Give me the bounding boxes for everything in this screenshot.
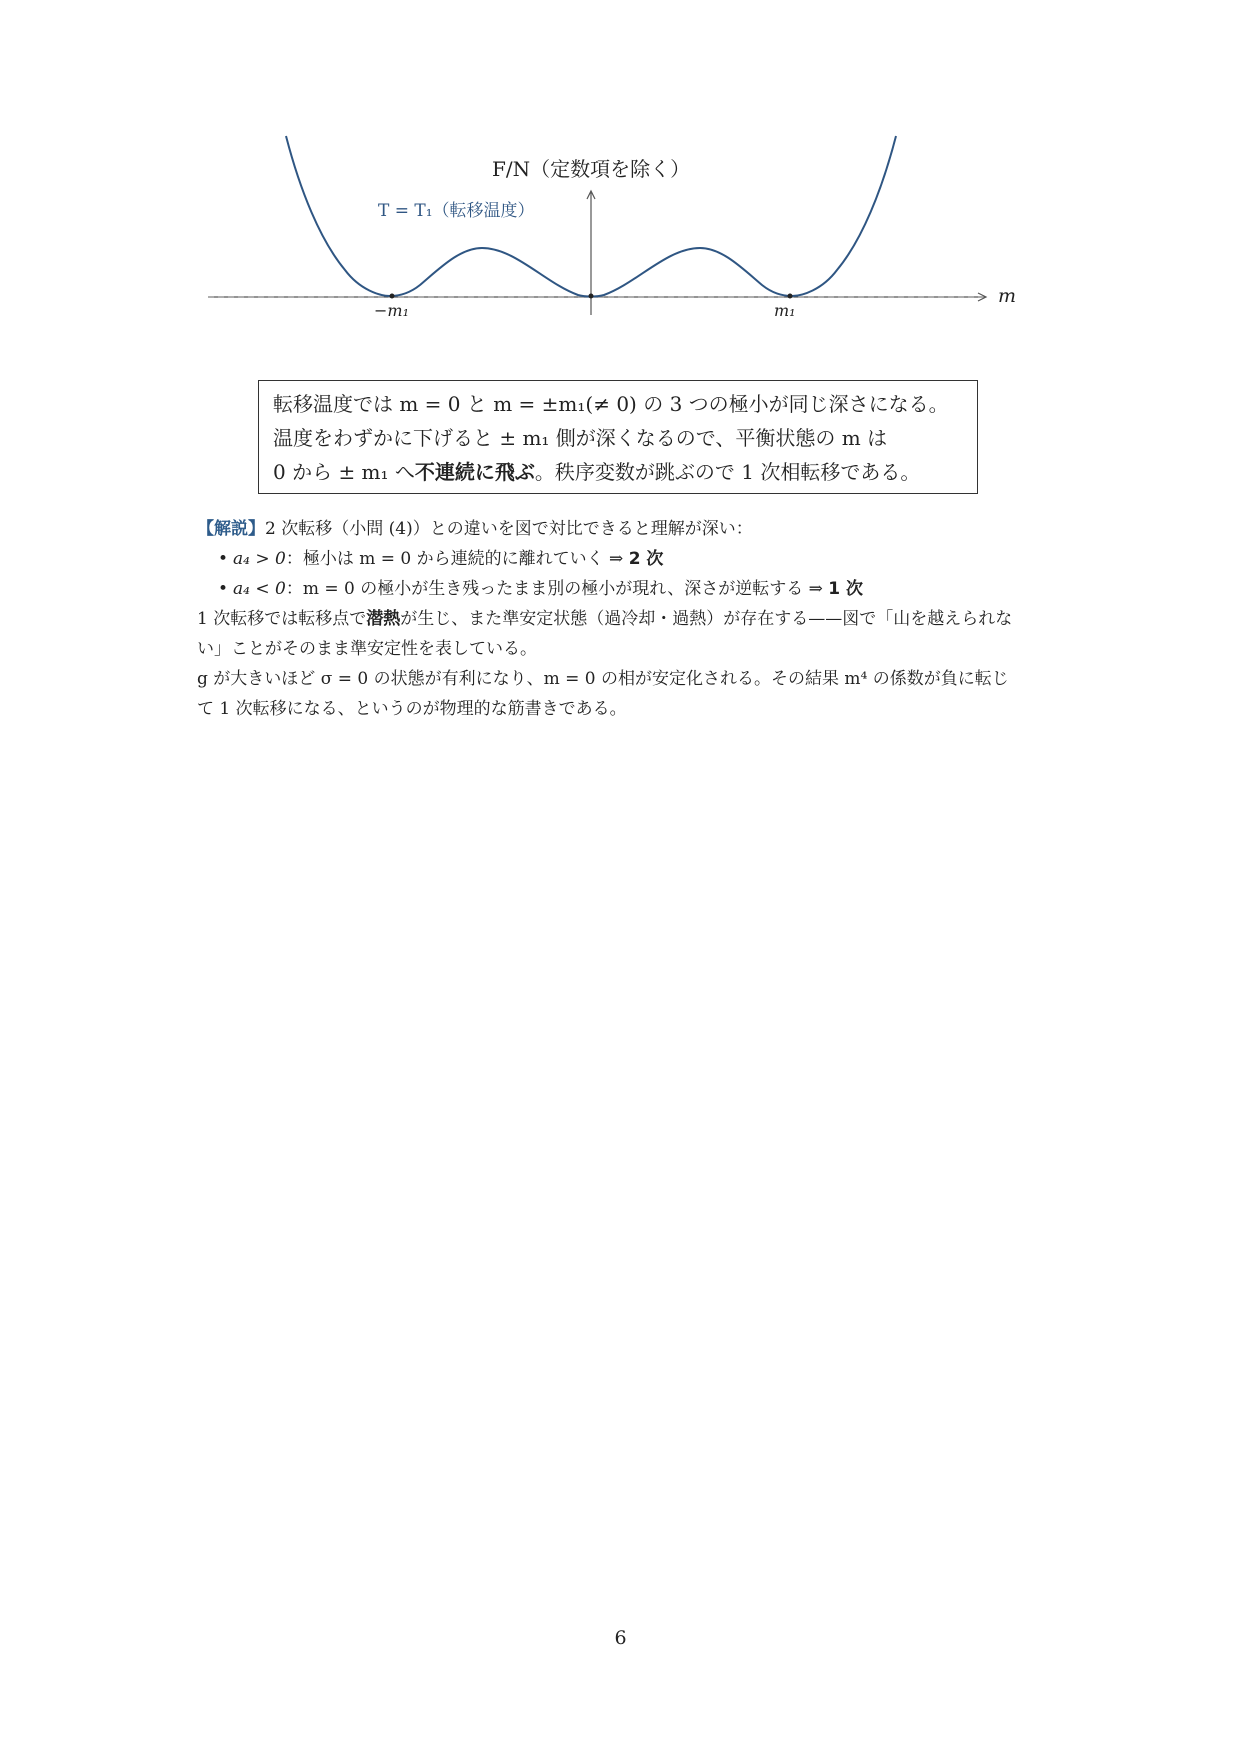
curve-label: T = T₁（転移温度） <box>378 201 535 221</box>
bullet-1-bold: 2 次 <box>628 549 664 569</box>
commentary <box>197 514 1077 724</box>
bullet-2-text: ：m = 0 の極小が生き残ったまま別の極小が現れ、深さが逆転する ⇒ <box>285 579 829 599</box>
summary-box <box>258 380 978 494</box>
tick-label-m1: m₁ <box>774 301 796 320</box>
minimum-left-dot <box>390 294 395 299</box>
minimum-center-dot <box>589 294 594 299</box>
para-1-b: が生じ、また準安定状態（過冷却・過熱）が存在する——図で「山を越えられな <box>400 609 1013 629</box>
page-number: 6 <box>614 1627 627 1649</box>
summary-line-3-post: 。秩序変数が跳ぶので 1 次相転移である。 <box>534 460 921 484</box>
summary-line-2: 温度をわずかに下げると ± m₁ 側が深くなるので、平衡状態の m は <box>273 426 888 450</box>
m-axis-label: m <box>998 285 1017 307</box>
bullet-item-2: • a₄ < 0：m = 0 の極小が生き残ったまま別の極小が現れ、深さが逆転する ⇒ 1 次 <box>218 579 864 599</box>
paragraph-2-line-2: て 1 次転移になる、というのが物理的な筋書きである。 <box>197 699 627 719</box>
commentary-intro-text: 2 次転移（小問 (4)）との違いを図で対比できると理解が深い： <box>265 519 753 539</box>
bullet-1-text: ：極小は m = 0 から連続的に離れていく ⇒ <box>285 549 629 569</box>
summary-line-3-pre: 0 から ± m₁ へ <box>273 460 415 484</box>
summary-line-1: 転移温度では m = 0 と m = ±m₁(≠ 0) の 3 つの極小が同じ深さになる。 <box>273 392 949 416</box>
paragraph-1-line-2: い」ことがそのまま準安定性を表している。 <box>197 639 537 659</box>
summary-line-3 <box>273 455 963 489</box>
bullet-2-math: a₄ < 0 <box>233 579 286 599</box>
summary-line-3-bold: 不連続に飛ぶ <box>414 460 535 484</box>
commentary-tag: 【解説】 <box>197 519 265 539</box>
tick-label-minus-m1: −m₁ <box>374 301 409 320</box>
paragraph-1-line-1 <box>197 604 1077 634</box>
para-1-a: 1 次転移では転移点で <box>197 609 367 629</box>
paragraph-2-line-1: g が大きいほど σ = 0 の状態が有利になり、m = 0 の相が安定化される。その結果 m⁴ の係数が負に転じ <box>197 669 1009 689</box>
bullet-item-1: • a₄ > 0：極小は m = 0 から連続的に離れていく ⇒ 2 次 <box>218 549 664 569</box>
bullet-1-math: a₄ > 0 <box>233 549 286 569</box>
para-1-bold: 潜熱 <box>366 609 401 629</box>
bullet-2-bold: 1 次 <box>828 579 864 599</box>
f-axis-label: F/N（定数項を除く） <box>492 157 691 181</box>
minimum-right-dot <box>788 294 793 299</box>
commentary-intro <box>197 514 1077 544</box>
